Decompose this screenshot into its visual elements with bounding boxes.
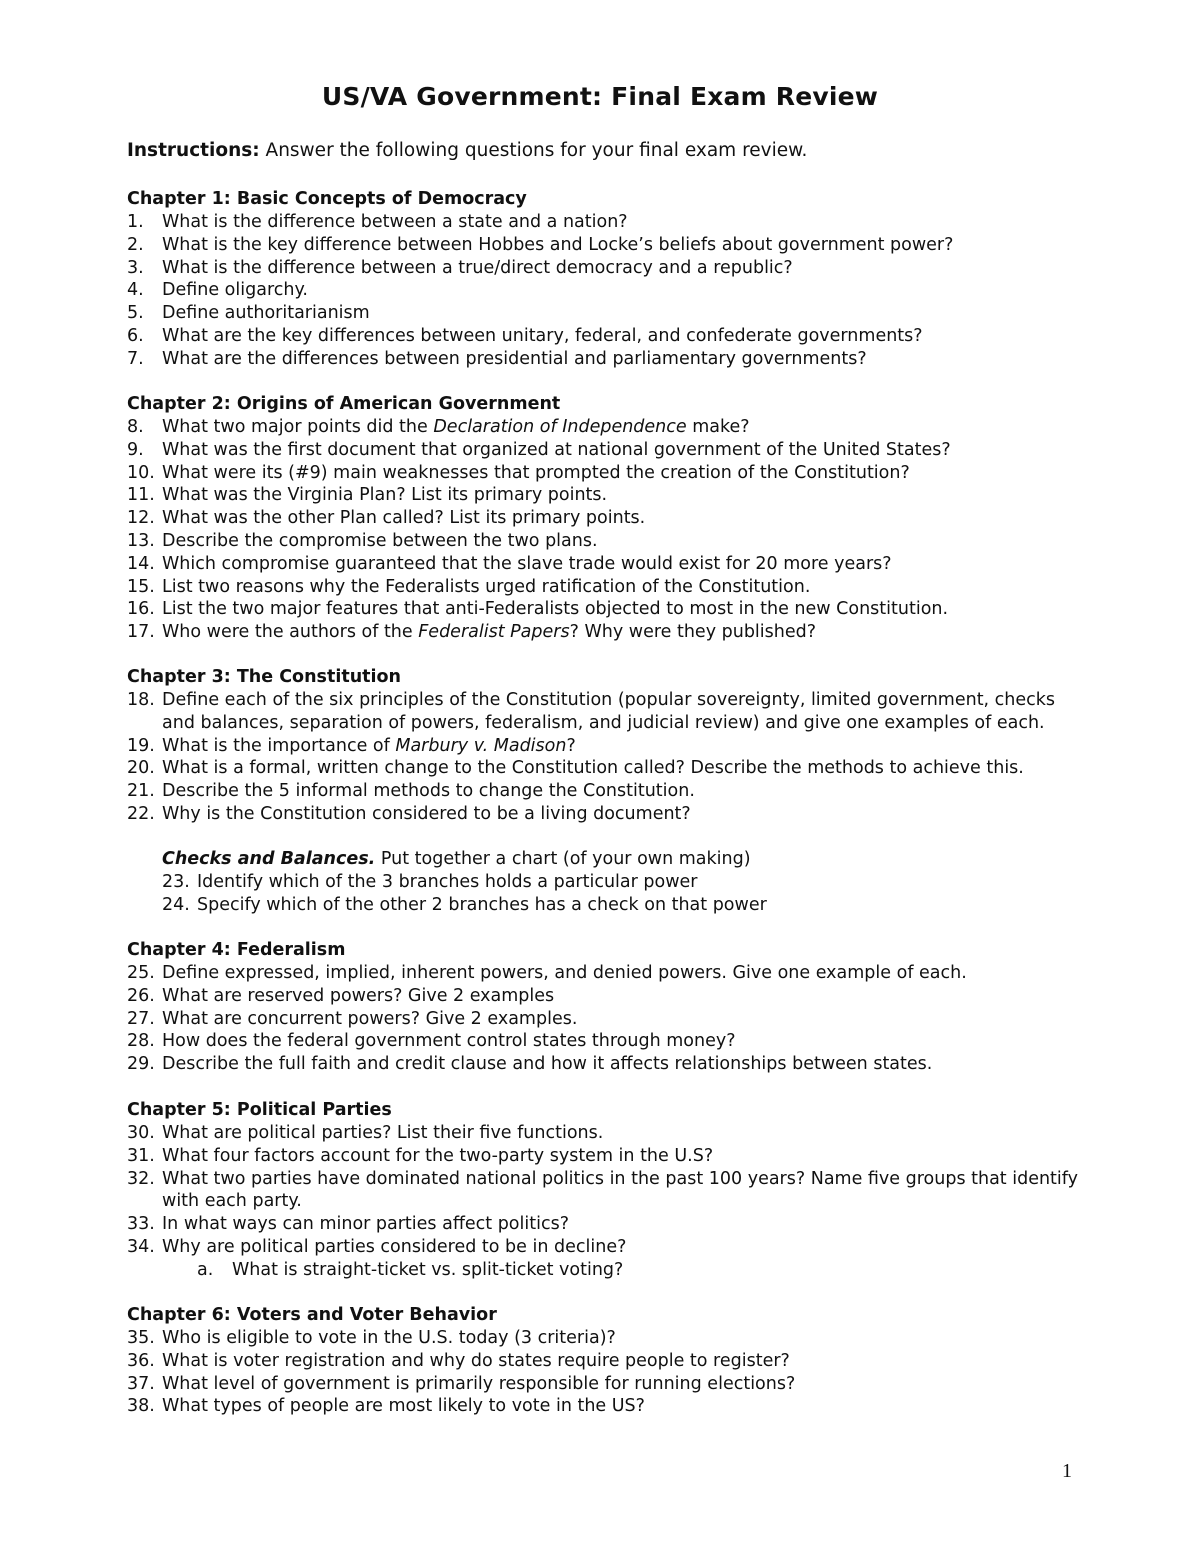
question-text: What are the differences between presidential and parliamentary governments?: [162, 348, 867, 369]
question-text: What types of people are most likely to vote in the US?: [162, 1396, 645, 1417]
sub-question-text: What is straight-ticket vs. split-ticket voting?: [232, 1259, 624, 1280]
question-number: 9.: [127, 439, 144, 460]
question-text: What is voter registration and why do states require people to register?: [162, 1350, 790, 1371]
question-text: Who were the authors of the: [162, 622, 419, 643]
question-item: [127, 416, 1087, 439]
question-item: [162, 894, 1087, 917]
question-item: [127, 1213, 1087, 1236]
question-number: 7.: [127, 348, 144, 369]
question-number: 35.: [127, 1328, 155, 1348]
question-number: 21.: [127, 781, 155, 802]
question-item: [127, 302, 1087, 325]
question-item: [127, 211, 1087, 234]
question-number: 28.: [127, 1031, 155, 1052]
checks-and-balances-prompt: [162, 848, 1087, 871]
question-item: [127, 1053, 1087, 1076]
question-item: [127, 325, 1087, 348]
question-text: Describe the 5 informal methods to change the Constitution.: [162, 781, 695, 802]
chapter-section: [127, 1304, 1087, 1418]
question-number: 29.: [127, 1054, 155, 1075]
question-number: 17.: [127, 622, 155, 643]
question-text: Define authoritarianism: [162, 303, 370, 324]
question-text: What were its (#9) main weaknesses that prompted the creation of the Constitution?: [162, 462, 910, 483]
question-item: [127, 530, 1087, 553]
question-title-italic: Marbury v. Madison: [395, 735, 567, 756]
question-text: What was the other Plan called? List its primary points.: [162, 508, 646, 529]
question-item: [127, 1327, 1087, 1350]
question-item: [127, 689, 1087, 735]
question-text: What is a formal, written change to the Constitution called? Describe the methods to achieve this.: [162, 758, 1024, 779]
page-number: 1: [1062, 1460, 1072, 1482]
question-number: 18.: [127, 690, 155, 710]
question-text: How does the federal government control states through money?: [162, 1031, 736, 1052]
question-item: [127, 598, 1087, 621]
question-text: Why are political parties considered to be in decline?: [162, 1236, 627, 1257]
question-item: [127, 985, 1087, 1008]
question-text: What was the Virginia Plan? List its primary points.: [162, 485, 608, 506]
question-number: 20.: [127, 758, 155, 779]
chapter-heading: Chapter 5: Political Parties: [127, 1100, 392, 1120]
question-number: 38.: [127, 1396, 155, 1417]
question-item: [127, 1395, 1087, 1418]
chapter-heading: Chapter 2: Origins of American Government: [127, 394, 561, 414]
question-number: 32.: [127, 1168, 155, 1189]
question-item: [127, 484, 1087, 507]
question-text: What two parties have dominated national politics in the past 100 years? Name five groups that identify with each party.: [162, 1168, 1078, 1212]
page-title: US/VA Government: Final Exam Review: [321, 82, 879, 111]
question-text: ?: [566, 735, 576, 756]
question-number: 33.: [127, 1214, 155, 1235]
question-number: 19.: [127, 735, 155, 756]
question-number: 3.: [127, 257, 144, 278]
question-number: 25.: [127, 963, 155, 983]
question-number: 23.: [162, 871, 190, 892]
question-number: 16.: [127, 599, 155, 620]
question-text: Define expressed, implied, inherent powers, and denied powers. Give one example of each.: [162, 963, 967, 983]
question-text: What is the difference between a true/direct democracy and a republic?: [162, 257, 793, 278]
question-text: Who is eligible to vote in the U.S. today (3 criteria)?: [162, 1328, 616, 1348]
question-text: What are political parties? List their five functions.: [162, 1123, 604, 1143]
question-item: [127, 257, 1087, 280]
question-item: [127, 735, 1087, 758]
question-item: [127, 576, 1087, 599]
question-text: List two reasons why the Federalists urged ratification of the Constitution.: [162, 576, 811, 597]
question-item: [127, 462, 1087, 485]
question-item: [127, 279, 1087, 302]
question-title-italic: Federalist Papers: [418, 622, 570, 643]
question-number: 2.: [127, 234, 144, 255]
instructions: [127, 140, 807, 161]
sub-question-item: [127, 1259, 1087, 1282]
chapter-section: [127, 939, 1087, 1076]
question-item: [127, 553, 1087, 576]
question-text: What are the key differences between unitary, federal, and confederate governments?: [162, 325, 923, 346]
question-item: [127, 439, 1087, 462]
question-number: 6.: [127, 325, 144, 346]
checks-and-balances-text: Put together a chart (of your own making): [375, 848, 751, 869]
question-text: Describe the compromise between the two plans.: [162, 530, 598, 551]
question-text: In what ways can minor parties affect politics?: [162, 1214, 569, 1235]
question-title-italic: Declaration of Independence: [433, 417, 687, 437]
question-number: 5.: [127, 303, 144, 324]
question-item: [162, 871, 1087, 894]
question-text: make?: [686, 417, 750, 437]
question-number: 22.: [127, 803, 155, 824]
question-text: Identify which of the 3 branches holds a particular power: [197, 871, 698, 892]
question-number: 1.: [127, 212, 144, 232]
question-item: [127, 1236, 1087, 1259]
question-text: What are concurrent powers? Give 2 examples.: [162, 1008, 578, 1029]
question-number: 30.: [127, 1123, 155, 1143]
question-text: Which compromise guaranteed that the slave trade would exist for 20 more years?: [162, 553, 892, 574]
question-item: [127, 1168, 1087, 1214]
sub-question-letter: a.: [197, 1259, 214, 1280]
question-text: List the two major features that anti-Federalists objected to most in the new Constitution.: [162, 599, 949, 620]
question-item: [127, 757, 1087, 780]
question-number: 27.: [127, 1008, 155, 1029]
question-item: [127, 234, 1087, 257]
question-text: What is the importance of: [162, 735, 396, 756]
question-item: [127, 1350, 1087, 1373]
chapter-heading: Chapter 6: Voters and Voter Behavior: [127, 1305, 497, 1325]
question-text: What level of government is primarily responsible for running elections?: [162, 1373, 796, 1394]
question-text: ? Why were they published?: [569, 622, 817, 643]
question-number: 24.: [162, 894, 190, 915]
question-number: 13.: [127, 530, 155, 551]
question-item: [127, 621, 1087, 644]
question-text: Specify which of the other 2 branches has a check on that power: [197, 894, 767, 915]
question-number: 10.: [127, 462, 155, 483]
question-text: What two major points did the: [162, 417, 434, 437]
chapter-heading: Chapter 3: The Constitution: [127, 667, 401, 687]
question-item: [127, 962, 1087, 985]
question-text: What are reserved powers? Give 2 examples: [162, 985, 555, 1006]
checks-and-balances-heading: Checks and Balances.: [162, 848, 376, 869]
question-item: [127, 1030, 1087, 1053]
question-item: [127, 1008, 1087, 1031]
question-item: [127, 780, 1087, 803]
question-text: Define each of the six principles of the Constitution (popular sovereignty, limited government, checks and balances, separation of powers, federalism, and judicial review) and give one examples of each.: [162, 690, 1056, 733]
question-text: What four factors account for the two-party system in the U.S?: [162, 1145, 714, 1166]
question-number: 31.: [127, 1145, 155, 1166]
chapter-section: [127, 188, 1087, 371]
question-number: 36.: [127, 1350, 155, 1371]
question-number: 14.: [127, 553, 155, 574]
question-item: [127, 1145, 1087, 1168]
question-item: [127, 507, 1087, 530]
question-number: 34.: [127, 1236, 155, 1257]
question-item: [127, 1373, 1087, 1396]
question-text: Why is the Constitution considered to be a living document?: [162, 803, 691, 824]
checks-and-balances-block: [127, 848, 1087, 917]
question-text: What is the key difference between Hobbes and Locke’s beliefs about government power?: [162, 234, 954, 255]
question-number: 15.: [127, 576, 155, 597]
chapter-section: [127, 393, 1087, 644]
question-number: 8.: [127, 417, 144, 437]
chapter-heading: Chapter 1: Basic Concepts of Democracy: [127, 189, 527, 209]
chapter-heading: Chapter 4: Federalism: [127, 940, 346, 960]
instructions-label: Instructions:: [127, 140, 260, 161]
question-item: [127, 348, 1087, 371]
question-number: 26.: [127, 985, 155, 1006]
question-item: [127, 1122, 1087, 1145]
question-number: 4.: [127, 280, 144, 301]
question-text: Define oligarchy.: [162, 280, 308, 301]
question-number: 37.: [127, 1373, 155, 1394]
question-text: What is the difference between a state and a nation?: [162, 212, 628, 232]
chapter-section: [127, 1099, 1087, 1282]
question-number: 12.: [127, 508, 155, 529]
question-item: [127, 803, 1087, 826]
chapter-section: [127, 666, 1087, 917]
instructions-text: Answer the following questions for your final exam review.: [259, 140, 808, 161]
question-text: Describe the full faith and credit clause and how it affects relationships between states.: [162, 1054, 933, 1075]
question-number: 11.: [127, 485, 155, 506]
question-text: What was the first document that organized at national government of the United States?: [162, 439, 951, 460]
